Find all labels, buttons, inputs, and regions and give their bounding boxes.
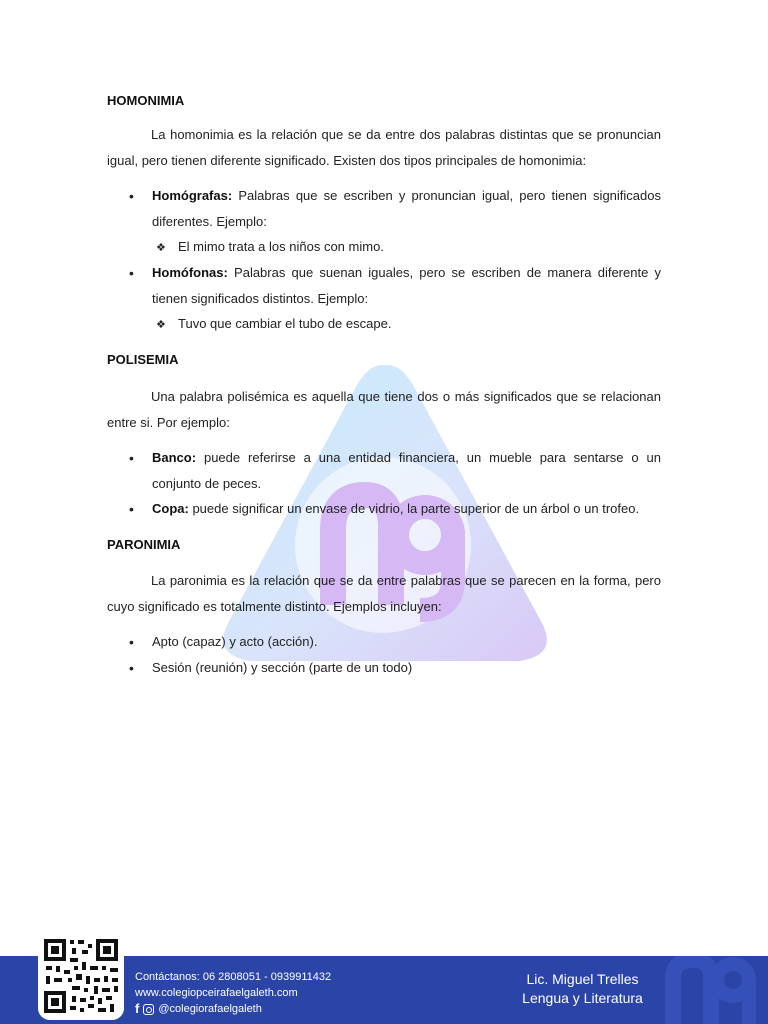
social-handle[interactable]: @colegiorafaelgaleth [158, 1003, 262, 1015]
diamond-bullet-icon: ❖ [156, 242, 166, 254]
facebook-icon[interactable]: f [135, 1001, 140, 1016]
qr-code-icon[interactable] [38, 932, 124, 1020]
bullet-dot-icon: • [129, 660, 134, 676]
example-homofonas: ❖ Tuvo que cambiar el tubo de escape. [156, 311, 391, 338]
section-title-paronimia: PARONIMIA [107, 537, 181, 552]
bullet-dot-icon: • [129, 450, 134, 466]
polisemia-intro: Una palabra polisémica es aquella que tiene dos o más significados que se relacionan entre si. Por ejemplo: [107, 389, 661, 430]
bullet-dot-icon: • [129, 501, 134, 517]
school-logo-icon [665, 956, 768, 1024]
bullet-dot-icon: • [129, 265, 134, 281]
contact-phones: Contáctanos: 06 2808051 - 0939911432 [135, 971, 332, 983]
author-subject: Lengua y Literatura [522, 990, 643, 1006]
example-homografas: ❖ El mimo trata a los niños con mimo. [156, 234, 384, 261]
paronimia-intro: La paronimia es la relación que se da entre palabras que se parecen en la forma, pero cuyo significado es totalmente distinto. Ejemplos incluyen: [107, 573, 661, 614]
bullet-dot-icon: • [129, 188, 134, 204]
instagram-icon[interactable] [143, 1004, 154, 1015]
section-title-homonimia: HOMONIMIA [107, 93, 185, 108]
diamond-bullet-icon: ❖ [156, 319, 166, 331]
bullet-dot-icon: • [129, 634, 134, 650]
author-block [505, 970, 660, 1008]
author-name: Lic. Miguel Trelles [526, 971, 639, 987]
website-link[interactable]: www.colegiopceirafaelgaleth.com [135, 987, 298, 999]
contact-block [135, 969, 331, 1017]
section-title-polisemia: POLISEMIA [107, 352, 179, 367]
homonimia-intro: La homonimia es la relación que se da entre dos palabras distintas que se pronuncian igual, pero tienen diferente significado. Existen dos tipos principales de homonimia: [107, 127, 661, 168]
social-row [135, 1001, 331, 1017]
